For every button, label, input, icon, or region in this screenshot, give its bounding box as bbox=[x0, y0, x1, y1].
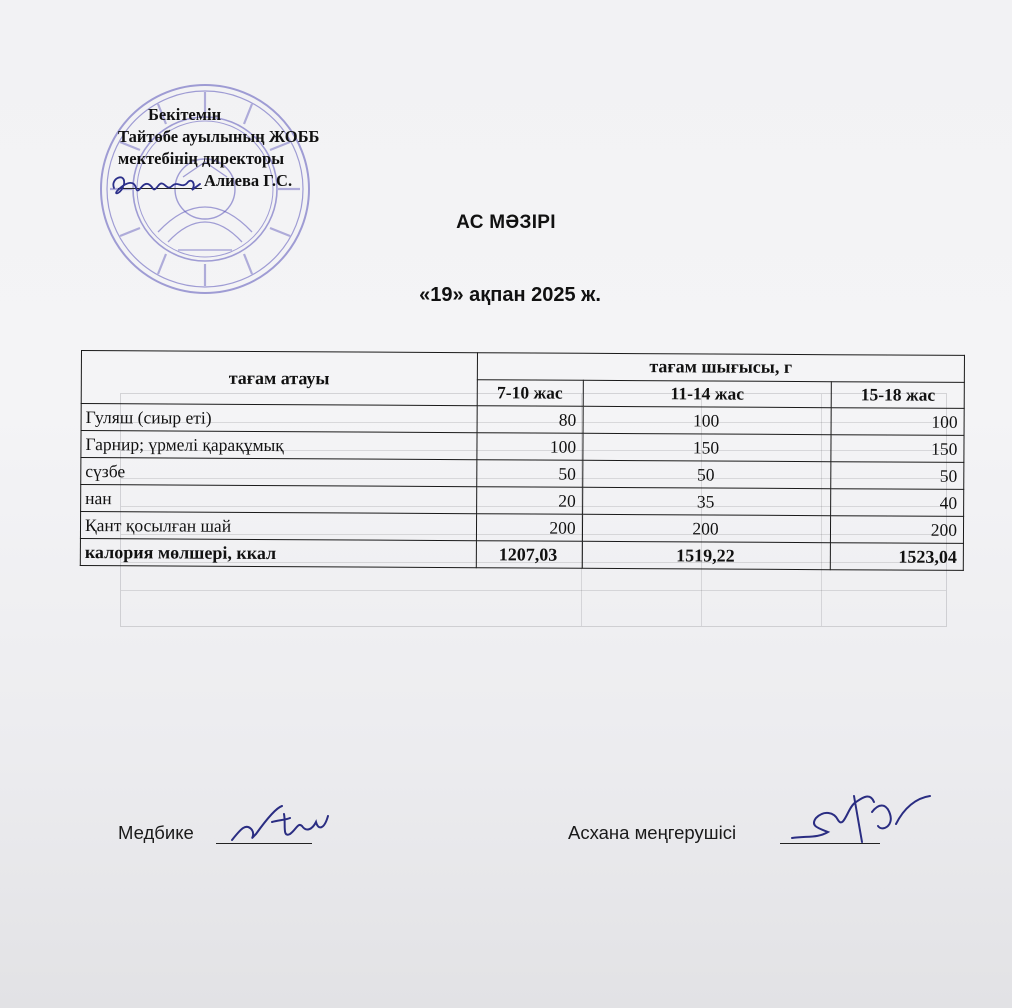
value-15-18: 40 bbox=[831, 489, 964, 517]
menu-table bbox=[80, 350, 965, 603]
nurse-label: Медбике bbox=[118, 822, 194, 843]
total-11-14: 1519,22 bbox=[582, 541, 831, 569]
nurse-signature bbox=[226, 800, 336, 850]
value-7-10: 100 bbox=[477, 433, 583, 461]
director-signature bbox=[108, 166, 208, 206]
dish-name: Гарнир; үрмелі қарақұмық bbox=[81, 431, 477, 460]
total-row bbox=[80, 538, 963, 570]
canteen-manager-signature bbox=[778, 782, 948, 852]
value-7-10: 200 bbox=[476, 514, 582, 542]
total-label: калория мөлшері, ккал bbox=[80, 538, 476, 567]
value-11-14: 50 bbox=[582, 460, 831, 488]
approval-school: Тайтөбе ауылының ЖОББ bbox=[118, 127, 320, 146]
value-15-18: 100 bbox=[831, 408, 964, 436]
value-11-14: 200 bbox=[582, 514, 831, 542]
page-title: АС МӘЗІРІ bbox=[456, 212, 556, 233]
dish-name: Қант қосылған шай bbox=[80, 512, 476, 541]
header-output: тағам шығысы, г bbox=[477, 353, 965, 382]
dish-name: нан bbox=[81, 485, 477, 514]
value-7-10: 20 bbox=[476, 487, 582, 515]
value-15-18: 200 bbox=[831, 516, 964, 544]
value-11-14: 100 bbox=[583, 406, 832, 434]
value-7-10: 80 bbox=[477, 406, 583, 434]
approval-heading: Бекітемін bbox=[148, 105, 222, 124]
total-15-18: 1523,04 bbox=[831, 543, 964, 571]
header-age-15-18: 15-18 жас bbox=[832, 381, 965, 408]
header-age-11-14: 11-14 жас bbox=[583, 380, 832, 408]
total-7-10: 1207,03 bbox=[476, 541, 582, 569]
value-11-14: 35 bbox=[582, 487, 831, 515]
header-age-7-10: 7-10 жас bbox=[477, 379, 583, 406]
header-dish-name: тағам атауы bbox=[81, 351, 477, 406]
menu-date: «19» ақпан 2025 ж. bbox=[419, 284, 601, 306]
approval-position: мектебінің директоры bbox=[118, 149, 285, 168]
value-15-18: 150 bbox=[831, 435, 964, 463]
dish-name: Гуляш (сиыр еті) bbox=[81, 404, 477, 433]
value-7-10: 50 bbox=[476, 460, 582, 488]
value-11-14: 150 bbox=[583, 433, 832, 461]
value-15-18: 50 bbox=[831, 462, 964, 490]
canteen-manager-label: Асхана меңгерушісі bbox=[568, 822, 737, 843]
dish-name: сүзбе bbox=[81, 458, 477, 487]
director-name: Алиева Г.С. bbox=[204, 171, 293, 190]
